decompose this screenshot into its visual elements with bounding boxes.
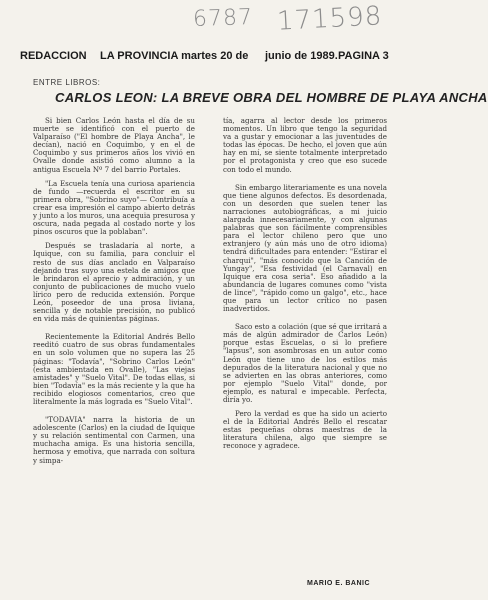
header-date-rest: junio de 1989. [265,50,338,62]
header-page-number: PAGINA 3 [338,50,389,62]
paragraph: tía, agarra al lector desde los primeros momentos. Un libro que tengo la seguridad va a gustar y emocionar a las juventudes de todas las épocas. De hecho, el joven que aún hay en mí, se siente totalmente interpretado por el protagonista y creo que eso sucede con todo el mundo. [223,116,387,174]
article-column-right [223,117,387,457]
article-headline: CARLOS LEON: LA BREVE OBRA DEL HOMBRE DE PLAYA ANCHA [55,90,488,105]
paragraph: Pero la verdad es que ha sido un acierto el de la Editorial Andrés Bello el rescatar estas pequeñas obras maestras de la literatura chilena, algo que siempre se reconoce y agradece. [223,409,387,451]
handwritten-number-right: 171598 [276,1,383,37]
article-column-left [33,117,195,471]
paragraph: Si bien Carlos León hasta el día de su muerte se identificó con el puerto de Valparaíso ("El hombre de Playa Ancha", le decían), nació en Coquimbo, y en el de Coquimbo y sus primeros años los vivió en Ovalle donde asistió como alumno a la antigua Escuela Nº 7 del barrio Portales. [33,116,195,174]
paragraph: "La Escuela tenía una curiosa apariencia de fundo —recuerda el escritor en su primera obra, "Sobrino suyo"— Contribuía a crear esa impresión el campo abierto detrás y junto a los muros, una acequia presurosa y oscura, nada pegada al costado norte y los pinos oscuros que la poblaban". [33,178,195,237]
header-date-prefix: martes 20 de [181,50,249,62]
paragraph: Sin embargo literariamente es una novela que tiene algunos defectos. Es desordenada, con un desorden que suelen tener las narraciones autobiográficas, a mi juicio alargada innecesariamente, y con algunas palabras que son fácilmente comprensibles para el lector chileno pero que uno extranjero (y aún más uno de otro idioma) tendrá dificultades para entender: "Estirar el charqui", "más conocido que la Canción de Yungay", "Esa festividad (el Carnaval) en Iquique era cosa seria". Eso añadido a la abundancia de lugares comunes como "vista de lince", "rápido como un galgo", etc., hace que para un lector crítico no pasen inadvertidos. [223,182,387,314]
newspaper-header [20,50,389,66]
paragraph: "TODAVIA" narra la historia de un adolescente (Carlos) en la ciudad de Iquique y su relación sentimental con Carmen, una muchacha amiga. Es una historia sencilla, hermosa y emotiva, que narrada con soltura y simpa- [33,415,195,465]
header-section: REDACCION [20,50,87,62]
handwritten-number-left: 6787 [192,4,254,33]
article-kicker: ENTRE LIBROS: [33,78,101,87]
paragraph: Saco esto a colación (que sé que irritará a más de algún admirador de Carlos León) porque estas Escuelas, o si lo prefiere "lapsus", son asombrosas en un autor como León que tiene uno de los estilos más depurados de la literatura nacional y que no se advierten en las obras anteriores, como por ejemplo "Suelo Vital" donde, por ejemplo, es natural e impecable. Perfecta, diría yo. [223,322,387,404]
paragraph: Recientemente la Editorial Andrés Bello reeditó cuatro de sus obras fundamentales en un solo volumen que no supera las 25 páginas: "Todavía", "Sobrino Carlos León" (esta ambientada en Ovalle), "Las viejas amistades" y "Suelo Vital". De todas ellas, si bien "Todavía" es la más reciente y la que ha recibido elogiosos comentarios, creo que literalmente la más lograda es "Suelo Vital". [33,332,195,406]
article-signature: MARIO E. BANIC [307,580,370,587]
header-paper-date [100,50,248,62]
paragraph: Después se trasladaría al norte, a Iquique, con su familia, para concluir el resto de sus días anclado en Valparaíso dejando tras suyo una estela de amigos que le brindaron el aprecio y admiración, y un conjunto de publicaciones de mucho vuelo lírico pero de reducida extensión. Porque León, poseedor de una prosa liviana, sencilla y de notable precisión, no publicó en vida más de quinientas páginas. [33,241,195,324]
header-paper-name: LA PROVINCIA [100,50,179,62]
